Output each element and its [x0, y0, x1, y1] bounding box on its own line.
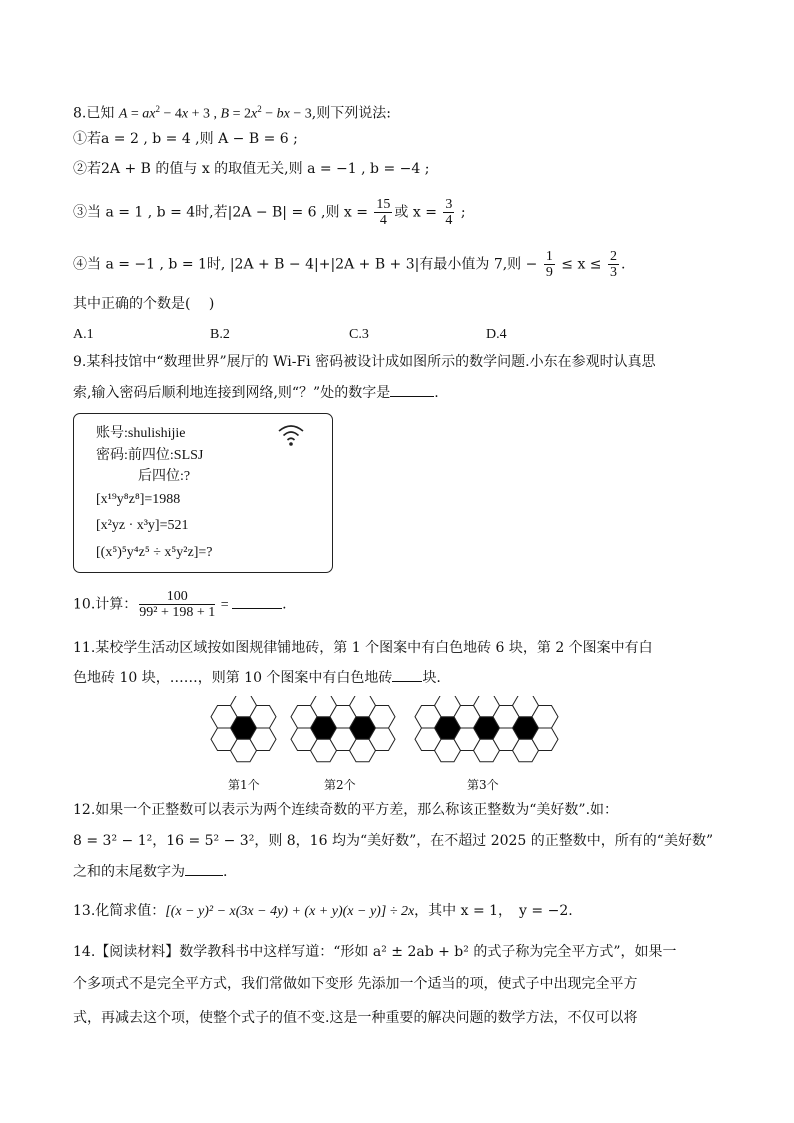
q8-option-b: B.2 [210, 327, 230, 342]
wifi-icon [276, 422, 306, 448]
q8-question: 其中正确的个数是( ) [73, 296, 215, 312]
q8-option-a: A.1 [73, 327, 94, 342]
q9-line-2: 索,输入密码后顺利地连接到网络,则“？”处的数字是 . [73, 385, 439, 401]
q12-line-2: 8 = 3² − 1²，16 = 5² − 3²，则 8，16 均为“美好数”，在不超过 2025 的正整数中，所有的“美好数” [73, 833, 714, 849]
wifi-password-card [73, 413, 333, 573]
q8-item-4: ④当 a = −1 , b = 1时, |2A + B − 4|+|2A + B + 3|有最小值为 7,则 − $\frac{1}{9}$ ≤ x ≤ $\frac{2}{3}$ . [73, 249, 626, 280]
fraction: $\frac{1}{9}$ [545, 249, 553, 280]
wifi-password-back: 后四位:? [138, 469, 191, 484]
fraction: $\frac{100}{\text{99² + 198 + 1}}$ [139, 589, 216, 620]
hexagon-tile-patterns [200, 696, 560, 776]
fraction: $\frac{3}{4}$ [445, 197, 453, 228]
q14-line-1: 14.【阅读材料】数学教科书中这样写道：“形如 a² ± 2ab + b² 的式子称为完全平方式”，如果一 [73, 944, 677, 960]
fraction: $\frac{2}{3}$ [609, 249, 617, 280]
q12-line-3: 之和的末尾数字为 . [73, 864, 228, 880]
q9-line-1: 9.某科技馆中“数理世界”展厅的 Wi-Fi 密码被设计成如图所示的数学问题.小东在参观时认真思 [73, 354, 656, 370]
answer-blank[interactable] [185, 875, 223, 876]
q14-line-3: 式，再减去这个项，使整个式子的值不变.这是一种重要的解决问题的数学方法，不仅可以将 [73, 1010, 638, 1026]
answer-blank[interactable] [390, 396, 434, 397]
pattern-caption-3: 第3个 [467, 778, 499, 792]
fraction: $\frac{15}{4}$ [376, 197, 391, 228]
q8-item-3: ③当 a = 1 , b = 4时,若|2A − B| = 6 ,则 x = $\frac{15}{4}$ 或 x = $\frac{3}{4}$ ; [73, 197, 466, 228]
pattern-caption-2: 第2个 [324, 778, 356, 792]
q8-item-1: ①若a = 2 , b = 4 ,则 A − B = 6 ; [73, 131, 298, 147]
wifi-password-front: 密码:前四位:SLSJ [96, 448, 204, 463]
wifi-account: 账号:shulishijie [96, 426, 186, 441]
pattern-caption-1: 第1个 [228, 778, 260, 792]
q11-line-1: 11.某校学生活动区域按如图规律铺地砖，第 1 个图案中有白色地砖 6 块，第 2 个图案中有白 [73, 640, 653, 656]
wifi-equation-3: [(x⁵)⁵y⁴z⁵ ÷ x⁵y²z]=? [96, 545, 213, 560]
q8-option-d: D.4 [486, 327, 507, 342]
wifi-equation-2: [x²yz · x³y]=521 [96, 518, 189, 533]
q10-line: 10.计算： $\frac{100}{\text{99² + 198 + 1}}$ = . [73, 589, 287, 620]
q8-number: 8. [73, 105, 87, 122]
q8-formula: A [118, 106, 128, 122]
answer-blank[interactable] [232, 608, 282, 609]
q11-line-2: 色地砖 10 块，……，则第 10 个图案中有白色地砖 块. [73, 670, 441, 686]
q8-item-2: ②若2A + B 的值与 x 的取值无关,则 a = −1 , b = −4 ; [73, 161, 430, 177]
q13-line: 13.化简求值：[(x − y)² − x(3x − 4y) + (x + y)(x − y)] ÷ 2x，其中 x = 1， y = −2. [73, 903, 573, 919]
q8-line-definition: 8.已知 $A = ax^2 - 4x + 3$ , $B = 2x^2$ − bx − 3,则下列说法: [73, 104, 391, 122]
q14-line-2: 个多项式不是完全平方式，我们常做如下变形 先添加一个适当的项，使式子中出现完全平方 [73, 976, 638, 992]
wifi-equation-1: [x¹⁹y⁸z⁸]=1988 [96, 492, 181, 507]
q13-expression: [(x − y)² − x(3x − 4y) + (x + y)(x − y)] ÷ 2x [165, 904, 415, 919]
answer-blank[interactable] [392, 681, 422, 682]
q8-option-c: C.3 [349, 327, 369, 342]
q12-line-1: 12.如果一个正整数可以表示为两个连续奇数的平方差，那么称该正整数为“美好数”.如： [73, 802, 619, 818]
